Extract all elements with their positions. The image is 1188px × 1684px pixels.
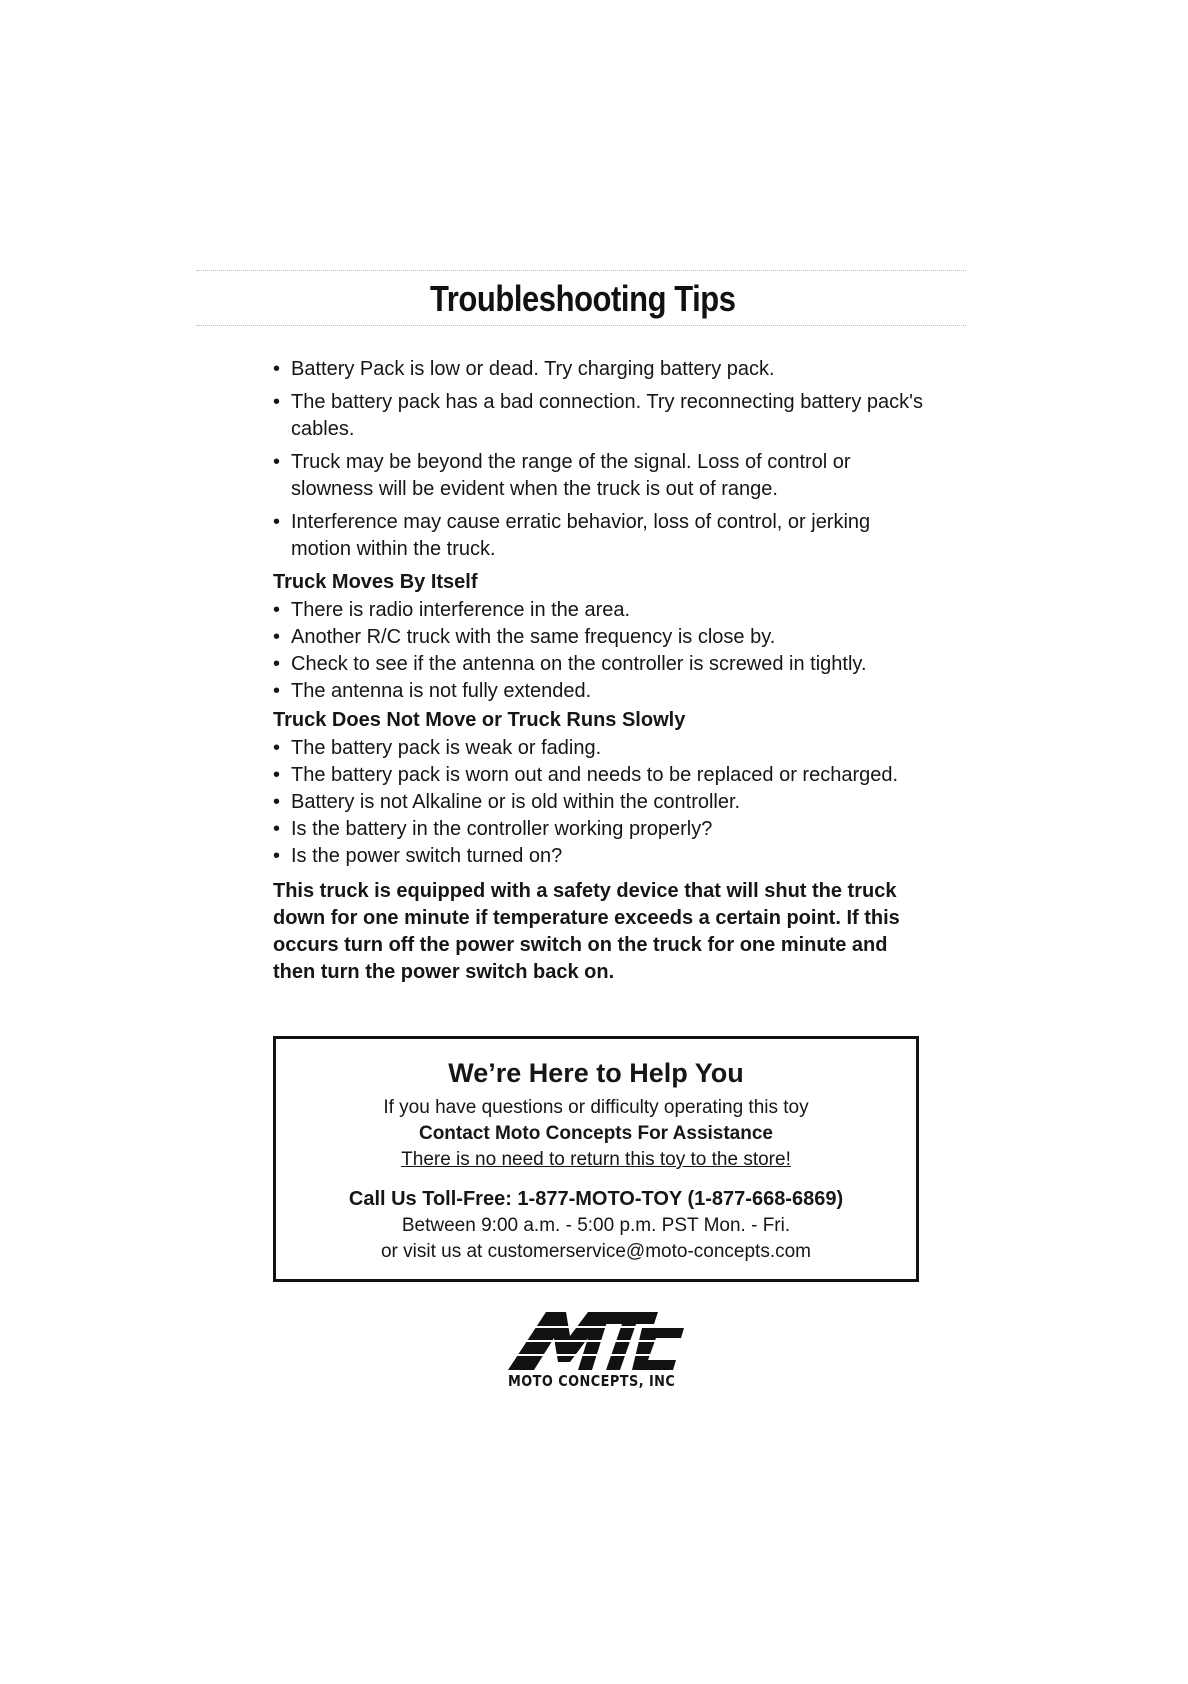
safety-notice: This truck is equipped with a safety device that will shut the truck down for one minute if temperature exceeds a certain point. If this occurs turn off the power switch on the truck for one minute and then turn the power switch back on. [273,880,900,983]
page-title: Troubleshooting Tips [430,278,736,319]
help-intro-text: If you have questions or difficulty operating this toy [383,1097,809,1118]
help-contact-text: Contact Moto Concepts For Assistance [418,1123,773,1144]
logo-caption: MOTO CONCEPTS, INC [508,1372,676,1390]
help-no-return-text: There is no need to return this toy to the store! [401,1149,791,1170]
company-logo [508,1310,690,1390]
moves-by-itself-list [273,597,933,705]
help-box-title: We’re Here to Help You [448,1058,744,1088]
title-top-rule [196,270,966,271]
list-item: • Battery Pack is low or dead. Try charging battery pack. [273,356,933,383]
list-item: • Check to see if the antenna on the controller is screwed in tightly. [273,651,933,678]
title-band [196,270,966,326]
list-item: • There is radio interference in the area. [273,597,933,624]
list-item: • The battery pack has a bad connection. Try reconnecting battery pack's cables. [273,389,933,443]
toll-free-phone: Call Us Toll-Free: 1-877-MOTO-TOY (1-877-668-6869) [348,1188,844,1210]
title-bottom-rule [196,325,966,326]
list-item: • Battery is not Alkaline or is old within the controller. [273,789,933,816]
list-item: • The battery pack is weak or fading. [273,735,933,762]
general-tips-list [273,356,933,563]
list-item: • Interference may cause erratic behavior, loss of control, or jerking motion within the truck. [273,509,933,563]
runs-slowly-list [273,735,933,870]
list-item: • The battery pack is worn out and needs to be replaced or recharged. [273,762,933,789]
help-box [273,1036,919,1282]
list-item: • Truck may be beyond the range of the signal. Loss of control or slowness will be evident when the truck is out of range. [273,449,933,503]
list-item: • The antenna is not fully extended. [273,678,933,705]
troubleshooting-content [273,356,933,986]
support-hours: Between 9:00 a.m. - 5:00 p.m. PST Mon. - Fri. [401,1215,791,1236]
section-heading-moves-by-itself: Truck Moves By Itself [273,571,478,593]
list-item: • Is the power switch turned on? [273,843,933,870]
support-email: or visit us at customerservice@moto-concepts.com [380,1241,812,1262]
section-heading-runs-slowly: Truck Does Not Move or Truck Runs Slowly [273,709,686,731]
list-item: • Another R/C truck with the same frequency is close by. [273,624,933,651]
list-item: • Is the battery in the controller working properly? [273,816,933,843]
mtc-logo-mark [508,1310,686,1372]
